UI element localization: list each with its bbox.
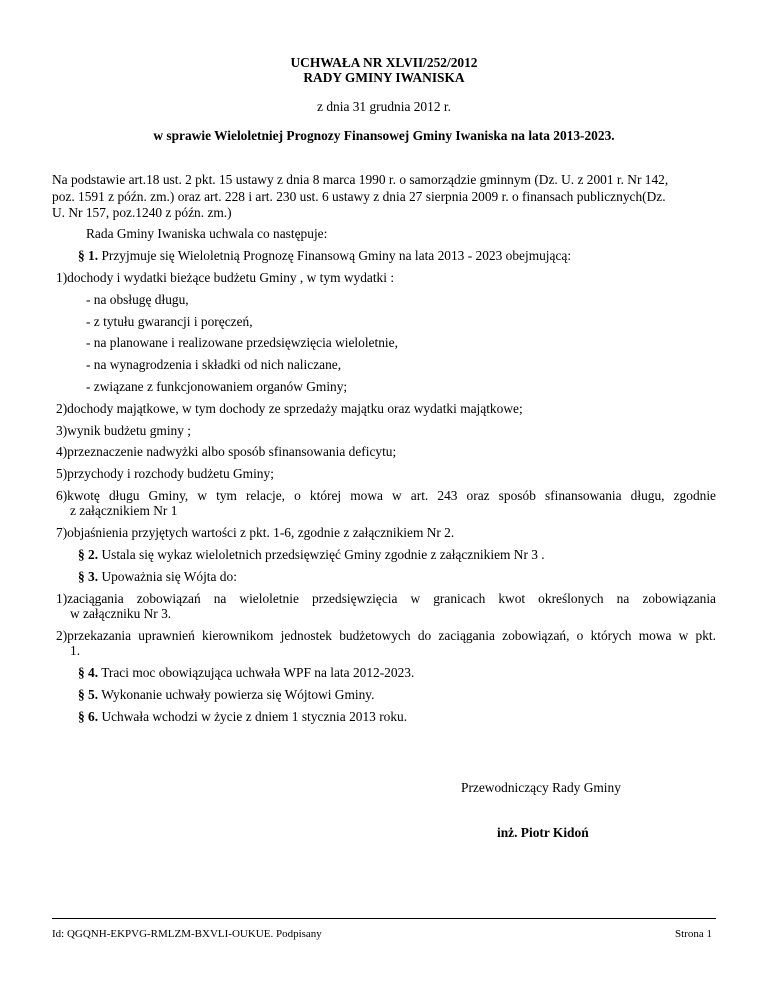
paragraph-6 bbox=[78, 709, 407, 725]
document-id: Id: QGQNH-EKPVG-RMLZM-BXVLI-OUKUE. Podpisany bbox=[52, 928, 322, 940]
paragraph-4 bbox=[78, 665, 414, 681]
paragraph-2-mark: § 2. bbox=[78, 547, 99, 562]
paragraph-3-mark: § 3. bbox=[78, 569, 99, 584]
item-4: 4)przeznaczenie nadwyżki albo sposób sfinansowania deficytu; bbox=[56, 444, 397, 459]
item-1-a: - na obsługę długu, bbox=[86, 292, 189, 307]
paragraph-1 bbox=[78, 248, 571, 264]
item-3: 3)wynik budżetu gminy ; bbox=[56, 423, 192, 438]
authorization-1-line-2: w załączniku Nr 3. bbox=[70, 606, 172, 621]
paragraph-1-mark: § 1. bbox=[78, 248, 99, 263]
paragraph-5 bbox=[78, 687, 374, 703]
paragraph-6-mark: § 6. bbox=[78, 709, 99, 724]
paragraph-3 bbox=[78, 569, 237, 585]
paragraph-1-text: Przyjmuje się Wieloletnią Prognozę Finansową Gminy na lata 2013 - 2023 obejmującą: bbox=[98, 248, 572, 263]
item-5: 5)przychody i rozchody budżetu Gminy; bbox=[56, 466, 274, 481]
resolves-text: Rada Gminy Iwaniska uchwala co następuje: bbox=[86, 226, 328, 241]
resolution-subject: w sprawie Wieloletniej Prognozy Finansowej Gminy Iwaniska na lata 2013-2023. bbox=[153, 128, 615, 143]
preamble-line-1: Na podstawie art.18 ust. 2 pkt. 15 ustawy z dnia 8 marca 1990 r. o samorządzie gminnym (Dz. U. z 2001 r. Nr 142, bbox=[52, 172, 669, 187]
paragraph-2-text: Ustala się wykaz wieloletnich przedsięwzięć Gminy zgodnie z załącznikiem Nr 3 . bbox=[98, 547, 545, 562]
footer-divider bbox=[52, 918, 716, 919]
authorization-2-line-2: 1. bbox=[70, 643, 81, 658]
council-name: RADY GMINY IWANISKA bbox=[303, 70, 465, 85]
paragraph-4-text: Traci moc obowiązująca uchwała WPF na lata 2012-2023. bbox=[98, 665, 415, 680]
paragraph-5-text: Wykonanie uchwały powierza się Wójtowi Gminy. bbox=[98, 687, 375, 702]
item-6-line-1: 6)kwotę długu Gminy, w tym relacje, o której mowa w art. 243 oraz sposób sfinansowania długu, zgodnie bbox=[56, 488, 716, 503]
item-1-c: - na planowane i realizowane przedsięwzięcia wieloletnie, bbox=[86, 335, 398, 350]
paragraph-2 bbox=[78, 547, 545, 563]
signature-role: Przewodniczący Rady Gminy bbox=[461, 780, 621, 795]
item-1-e: - związane z funkcjonowaniem organów Gminy; bbox=[86, 379, 348, 394]
item-7: 7)objaśnienia przyjętych wartości z pkt. 1-6, zgodnie z załącznikiem Nr 2. bbox=[56, 525, 455, 540]
signature-name: inż. Piotr Kidoń bbox=[497, 825, 589, 840]
item-2: 2)dochody majątkowe, w tym dochody ze sprzedaży majątku oraz wydatki majątkowe; bbox=[56, 401, 523, 416]
preamble-line-2: poz. 1591 z późn. zm.) oraz art. 228 i art. 230 ust. 6 ustawy z dnia 27 sierpnia 2009 r. o finansach publicznych(Dz. bbox=[52, 189, 666, 204]
preamble-line-3: U. Nr 157, poz.1240 z późn. zm.) bbox=[52, 205, 232, 220]
paragraph-3-text: Upoważnia się Wójta do: bbox=[98, 569, 237, 584]
item-6-line-2: z załącznikiem Nr 1 bbox=[70, 503, 178, 518]
page-number: Strona 1 bbox=[675, 928, 712, 940]
item-1: 1)dochody i wydatki bieżące budżetu Gminy , w tym wydatki : bbox=[56, 270, 395, 285]
authorization-1-line-1: 1)zaciągania zobowiązań na wieloletnie przedsięwzięcia w granicach kwot określonych na zobowiązania bbox=[56, 591, 716, 606]
paragraph-4-mark: § 4. bbox=[78, 665, 99, 680]
item-1-b: - z tytułu gwarancji i poręczeń, bbox=[86, 314, 253, 329]
paragraph-6-text: Uchwała wchodzi w życie z dniem 1 stycznia 2013 roku. bbox=[98, 709, 408, 724]
item-1-d: - na wynagrodzenia i składki od nich naliczane, bbox=[86, 357, 342, 372]
paragraph-5-mark: § 5. bbox=[78, 687, 99, 702]
authorization-2-line-1: 2)przekazania uprawnień kierownikom jednostek budżetowych do zaciągania zobowiązań, o których mowa w pkt. bbox=[56, 628, 716, 643]
resolution-date: z dnia 31 grudnia 2012 r. bbox=[317, 99, 451, 114]
resolution-number: UCHWAŁA NR XLVII/252/2012 bbox=[290, 55, 478, 70]
